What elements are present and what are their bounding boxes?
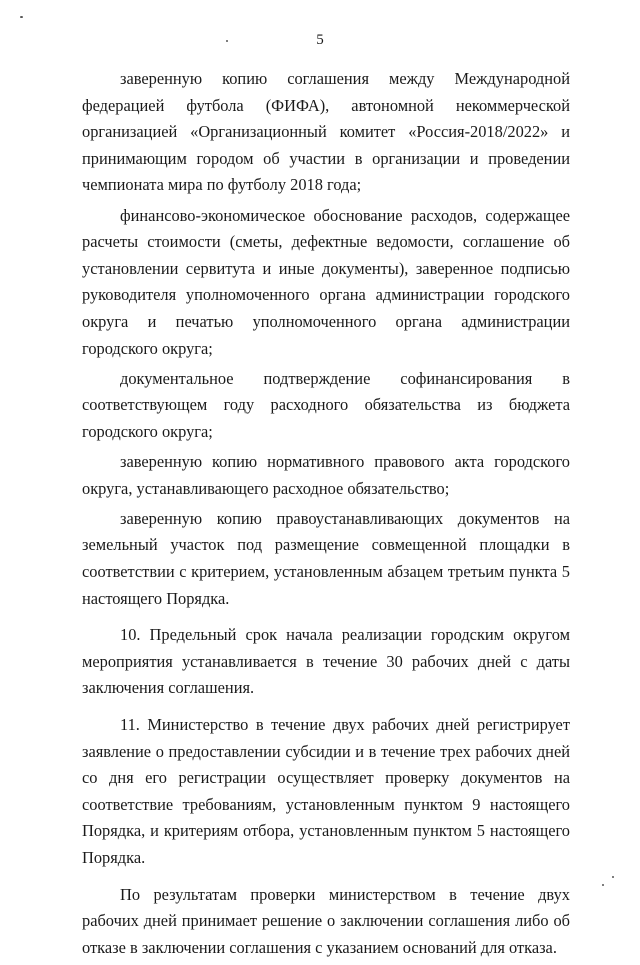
paragraph-item-10: 10. Предельный срок начала реализации городским округом мероприятия устанавливается в течение 30 рабочих дней с даты заключения соглашения. — [82, 625, 570, 698]
scan-speck — [612, 876, 614, 878]
paragraph-land-documents-copy: заверенную копию правоустанавливающих документов на земельный участок под размещение совмещенной площадки в соответствии с критерием, установленным абзацем третьим пункта 5 настоящего Порядка. — [82, 508, 570, 608]
paragraph-cofinancing-confirmation: документальное подтверждение софинансирования в соответствующем году расходного обязательства из бюджета городского округа; — [82, 368, 570, 441]
document-body — [82, 66, 570, 965]
scan-speck — [602, 884, 604, 886]
paragraph-fifa-agreement-copy: заверенную копию соглашения между Международной федерацией футбола (ФИФА), автономной некоммерческой организацией «Организационный комитет «Россия-2018/2022» и принимающим городом об участии в организации и проведении чемпионата мира по футболу 2018 года; — [82, 69, 570, 195]
paragraph-financial-justification: финансово-экономическое обоснование расходов, содержащее расчеты стоимости (сметы, дефектные ведомости, соглашение об установлении сервитута и иные документы), заверенное подписью руководителя уполномоченного органа администрации городского округа и печатью уполномоченного органа администрации городского округа; — [82, 205, 570, 358]
page-number: 5 — [316, 32, 324, 48]
scan-speck — [226, 40, 228, 42]
paragraph-decision: По результатам проверки министерством в течение двух рабочих дней принимает решение о заключении соглашения либо об отказе в заключении соглашения с указанием оснований для отказа. — [82, 884, 570, 957]
paragraph-item-11: 11. Министерство в течение двух рабочих дней регистрирует заявление о предоставлении субсидии и в течение трех рабочих дней со дня его регистрации осуществляет проверку документов на соответствие требованиям, установленным пунктом 9 настоящего Порядка, и критериям отбора, установленным пунктом 5 настоящего Порядка. — [82, 715, 570, 867]
paragraph-normative-act-copy: заверенную копию нормативного правового акта городского округа, устанавливающего расходное обязательство; — [82, 452, 570, 498]
scan-speck — [20, 16, 23, 18]
